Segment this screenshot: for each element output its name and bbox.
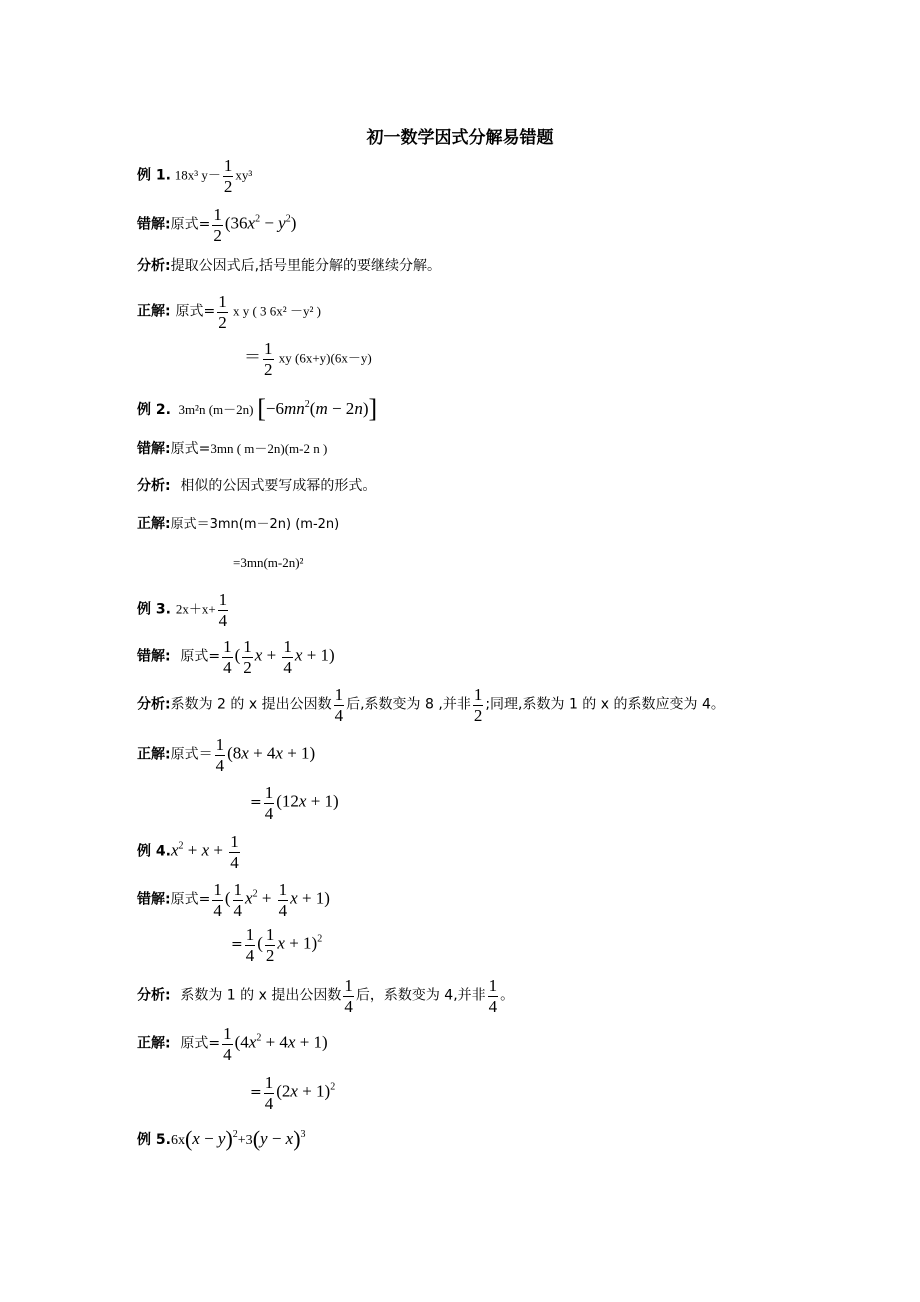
example-3-analysis: 分析:系数为 2 的 x 提出公因数 $\frac{1}{4}$ 后,系数变为 8 ,并非 $\frac{1}{2}$ ;同理,系数为 1 的 x 的系数应变为 4。 xyxy=(137,685,725,725)
example-4-correct: 正解: 原式= $\frac{1}{4}$ $(4x^2 + 4x + 1)$ xyxy=(137,1024,328,1064)
example-2-correct: 正解:原式＝3mn(m－2n) (m-2n) xyxy=(137,516,340,532)
example-2-wrong: 错解:原式=3mn ( m－2n)(m-2 n ) xyxy=(137,441,328,457)
example-2-correct-step2: =3mn(m-2n)² xyxy=(233,555,304,570)
example-3-problem: 例 3. 2x＋x+ $\frac{1}{4}$ xyxy=(137,590,228,630)
example-3-wrong: 错解: 原式= $\frac{1}{4}$ ( $\frac{1}{2}$ x + $\frac{1}{4}$ x + 1) xyxy=(137,637,335,677)
example-4-correct-step2: = $\frac{1}{4}$ $(2x + 1)^2$ xyxy=(250,1073,336,1113)
page-title: 初一数学因式分解易错题 xyxy=(366,128,554,148)
example-3-correct: 正解:原式＝ $\frac{1}{4}$ (8x + 4x + 1) xyxy=(137,735,316,775)
example-5-problem: 例 $5.6x(x - y)^2+3(y - x)^3$ xyxy=(137,1126,306,1151)
example-4-problem: 例 $4.x^2 + x$ + $\frac{1}{4}$ xyxy=(137,832,239,872)
example-1-correct-step2: ＝ $\frac{1}{2}$ xy (6x+y)(6x－y) xyxy=(244,339,372,379)
fraction: $\frac{1}{2}$ xyxy=(218,292,227,332)
example-label: 例 1. xyxy=(137,167,171,184)
example-1-correct: 正解: 原式= $\frac{1}{2}$ x y ( 3 6x² －y² ) xyxy=(137,292,321,332)
example-1-problem: 例 1. 18x³ y－ $\frac{1}{2}$ xy³ xyxy=(137,156,253,196)
example-2-analysis: 分析: 相似的公因式要写成幂的形式。 xyxy=(137,478,377,494)
fraction: $\frac{1}{2}$ xyxy=(264,339,273,379)
fraction: $\frac{1}{2}$ xyxy=(223,156,233,196)
example-1-analysis: 分析:提取公因式后,括号里能分解的要继续分解。 xyxy=(137,258,442,274)
example-4-wrong-step2: = $\frac{1}{4}$ ( $\frac{1}{2}$ x + 1)$^2$ xyxy=(231,925,323,965)
example-1-wrong: 错解:原式= $\frac{1}{2}$ $(36x^2 - y^2)$ xyxy=(137,205,297,245)
example-2-problem: 例 2. 3m²n (m－2n) $[-6mn^2(m - 2n)]$ xyxy=(137,394,378,423)
example-4-analysis: 分析: 系数为 1 的 x 提出公因数 $\frac{1}{4}$ 后，系数变为 4,并非 $\frac{1}{4}$ 。 xyxy=(137,976,515,1016)
fraction: $\frac{1}{2}$ xyxy=(213,205,222,245)
example-3-correct-step2: = $\frac{1}{4}$ (12x + 1) xyxy=(250,783,339,823)
fraction: $\frac{1}{4}$ xyxy=(218,590,228,630)
example-4-wrong: 错解:原式= $\frac{1}{4}$ ( $\frac{1}{4}$ $x^2$ + $\frac{1}{4}$ x + 1) xyxy=(137,880,330,920)
